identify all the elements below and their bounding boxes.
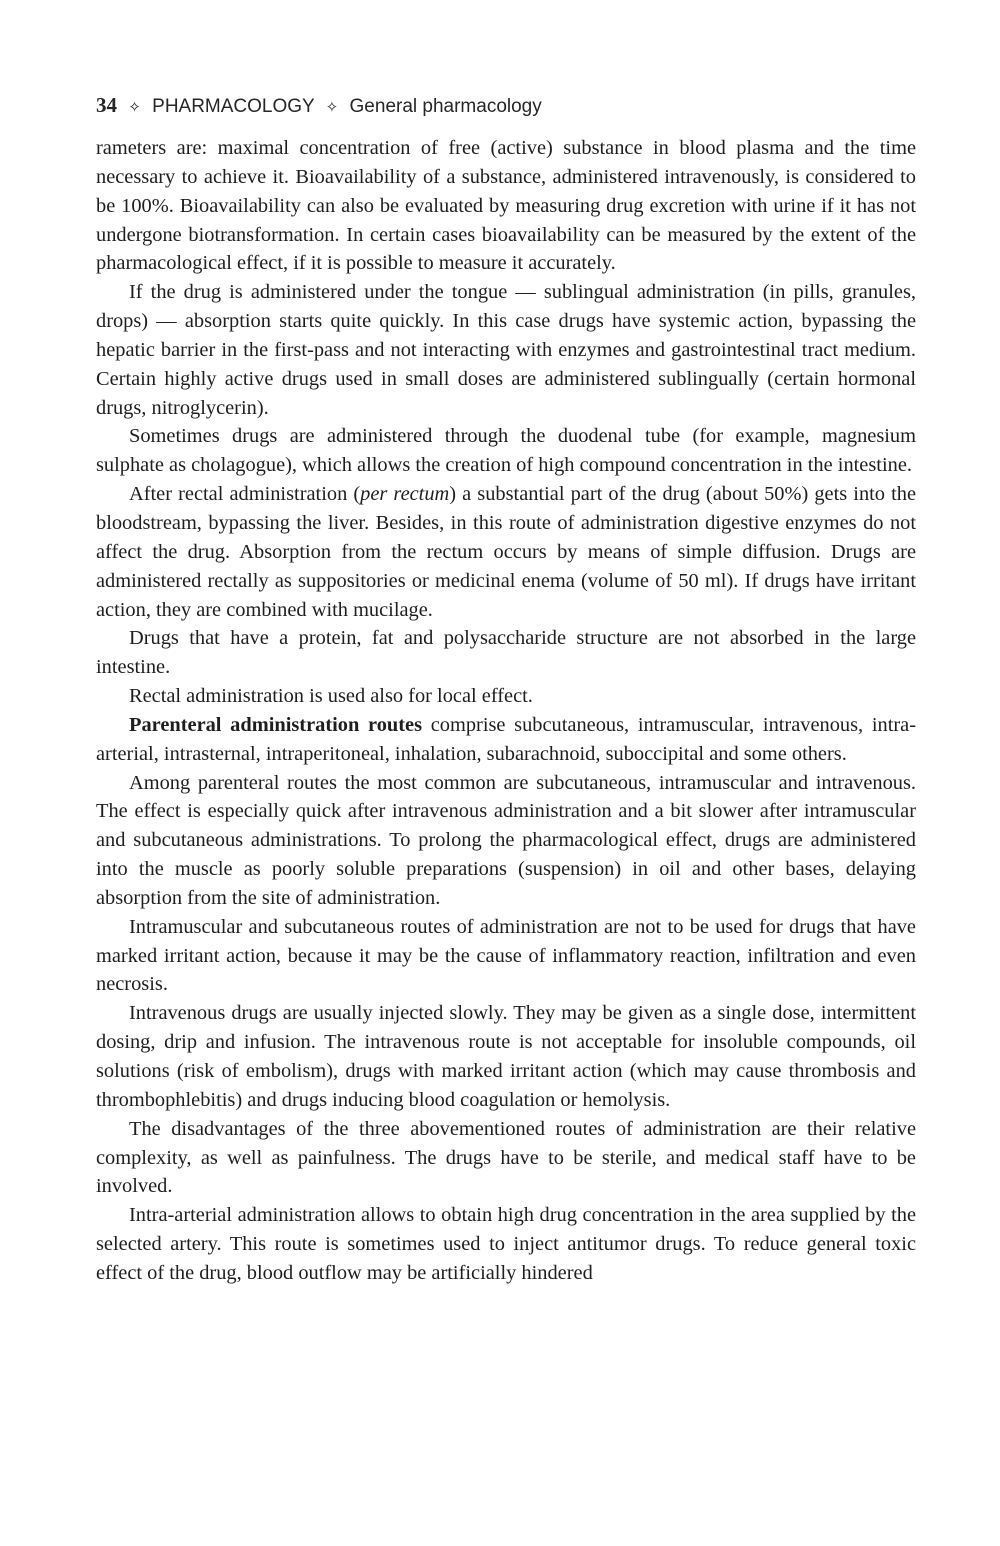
section-title: General pharmacology [349, 96, 542, 117]
paragraph-common-routes: Among parenteral routes the most common are subcutaneous, intramuscular and intravenous. The effect is especially quick after intravenous administration and a bit slower after intramuscular and subcutaneous administrations. To prolong the pharmacological effect, drugs are administered into the muscle as poorly soluble preparations (suspension) in oil and other bases, delaying absorption from the site of administration. [96, 771, 916, 909]
paragraph-parenteral: Parenteral administration routes comprise subcutaneous, intramuscular, intravenous, intra-arterial, intrasternal, intraperitoneal, inhalation, subarachnoid, suboccipital and some others. [96, 713, 916, 765]
italic-term: per rectum [360, 483, 450, 506]
paragraph-duodenal: Sometimes drugs are administered through the duodenal tube (for example, magnesium sulphate as cholagogue), which allows the creation of high compound concentration in the intestine. [96, 425, 916, 477]
page-number: 34 [96, 93, 117, 117]
separator-star-icon: ✧ [128, 99, 141, 116]
bold-term: Parenteral administration routes [129, 713, 423, 736]
paragraph-sublingual: If the drug is administered under the tongue — sublingual administration (in pills, granules, drops) — absorption starts quite quickly. In this case drugs have systemic action, bypassing the hepatic barrier in the first-pass and not interacting with enzymes and gastrointestinal tract medium. Certain highly active drugs used in small doses are administered sublingually (certain hormonal drugs, nitroglycerin). [96, 281, 916, 419]
body-text [96, 134, 916, 1288]
paragraph-intra-arterial: Intra-arterial administration allows to obtain high drug concentration in the area supplied by the selected artery. This route is sometimes used to inject antitumor drugs. To reduce general toxic effect of the drug, blood outflow may be artificially hindered [96, 1204, 916, 1284]
paragraph-local-effect: Rectal administration is used also for local effect. [129, 685, 533, 708]
book-page [96, 92, 916, 1288]
paragraph-continued: rameters are: maximal concentration of free (active) substance in blood plasma and the time necessary to achieve it. Bioavailability of a substance, administered intravenously, is considered to be 100%. Bioavailability can also be evaluated by measuring drug excretion with urine if it has not undergone biotransformation. In certain cases bioavailability can be measured by the extent of the pharmacological effect, if it is possible to measure it accurately. [96, 137, 916, 275]
paragraph-rectal: After rectal administration (per rectum) a substantial part of the drug (about 50%) gets into the bloodstream, bypassing the liver. Besides, in this route of administration digestive enzymes do not affect the drug. Absorption from the rectum occurs by means of simple diffusion. Drugs are administered rectally as suppositories or medicinal enema (volume of 50 ml). If drugs have irritant action, they are combined with mucilage. [96, 483, 916, 621]
book-title: PHARMACOLOGY [152, 96, 315, 117]
paragraph-disadvantages: The disadvantages of the three abovementioned routes of administration are their relative complexity, as well as painfulness. The drugs have to be sterile, and medical staff have to be involved. [96, 1117, 916, 1198]
separator-star-icon: ✧ [325, 99, 339, 116]
running-header [96, 92, 916, 119]
paragraph-intravenous: Intravenous drugs are usually injected slowly. They may be given as a single dose, intermittent dosing, drip and infusion. The intravenous route is not acceptable for insoluble compounds, oil solutions (risk of embolism), drugs with marked irritant action (which may cause thrombosis and thrombophlebitis) and drugs inducing blood coagulation or hemolysis. [96, 1002, 916, 1111]
paragraph-large-intestine: Drugs that have a protein, fat and polysaccharide structure are not absorbed in the large intestine. [96, 627, 916, 679]
paragraph-irritant: Intramuscular and subcutaneous routes of administration are not to be used for drugs that have marked irritant action, because it may be the cause of inflammatory reaction, infiltration and even necrosis. [96, 915, 916, 996]
